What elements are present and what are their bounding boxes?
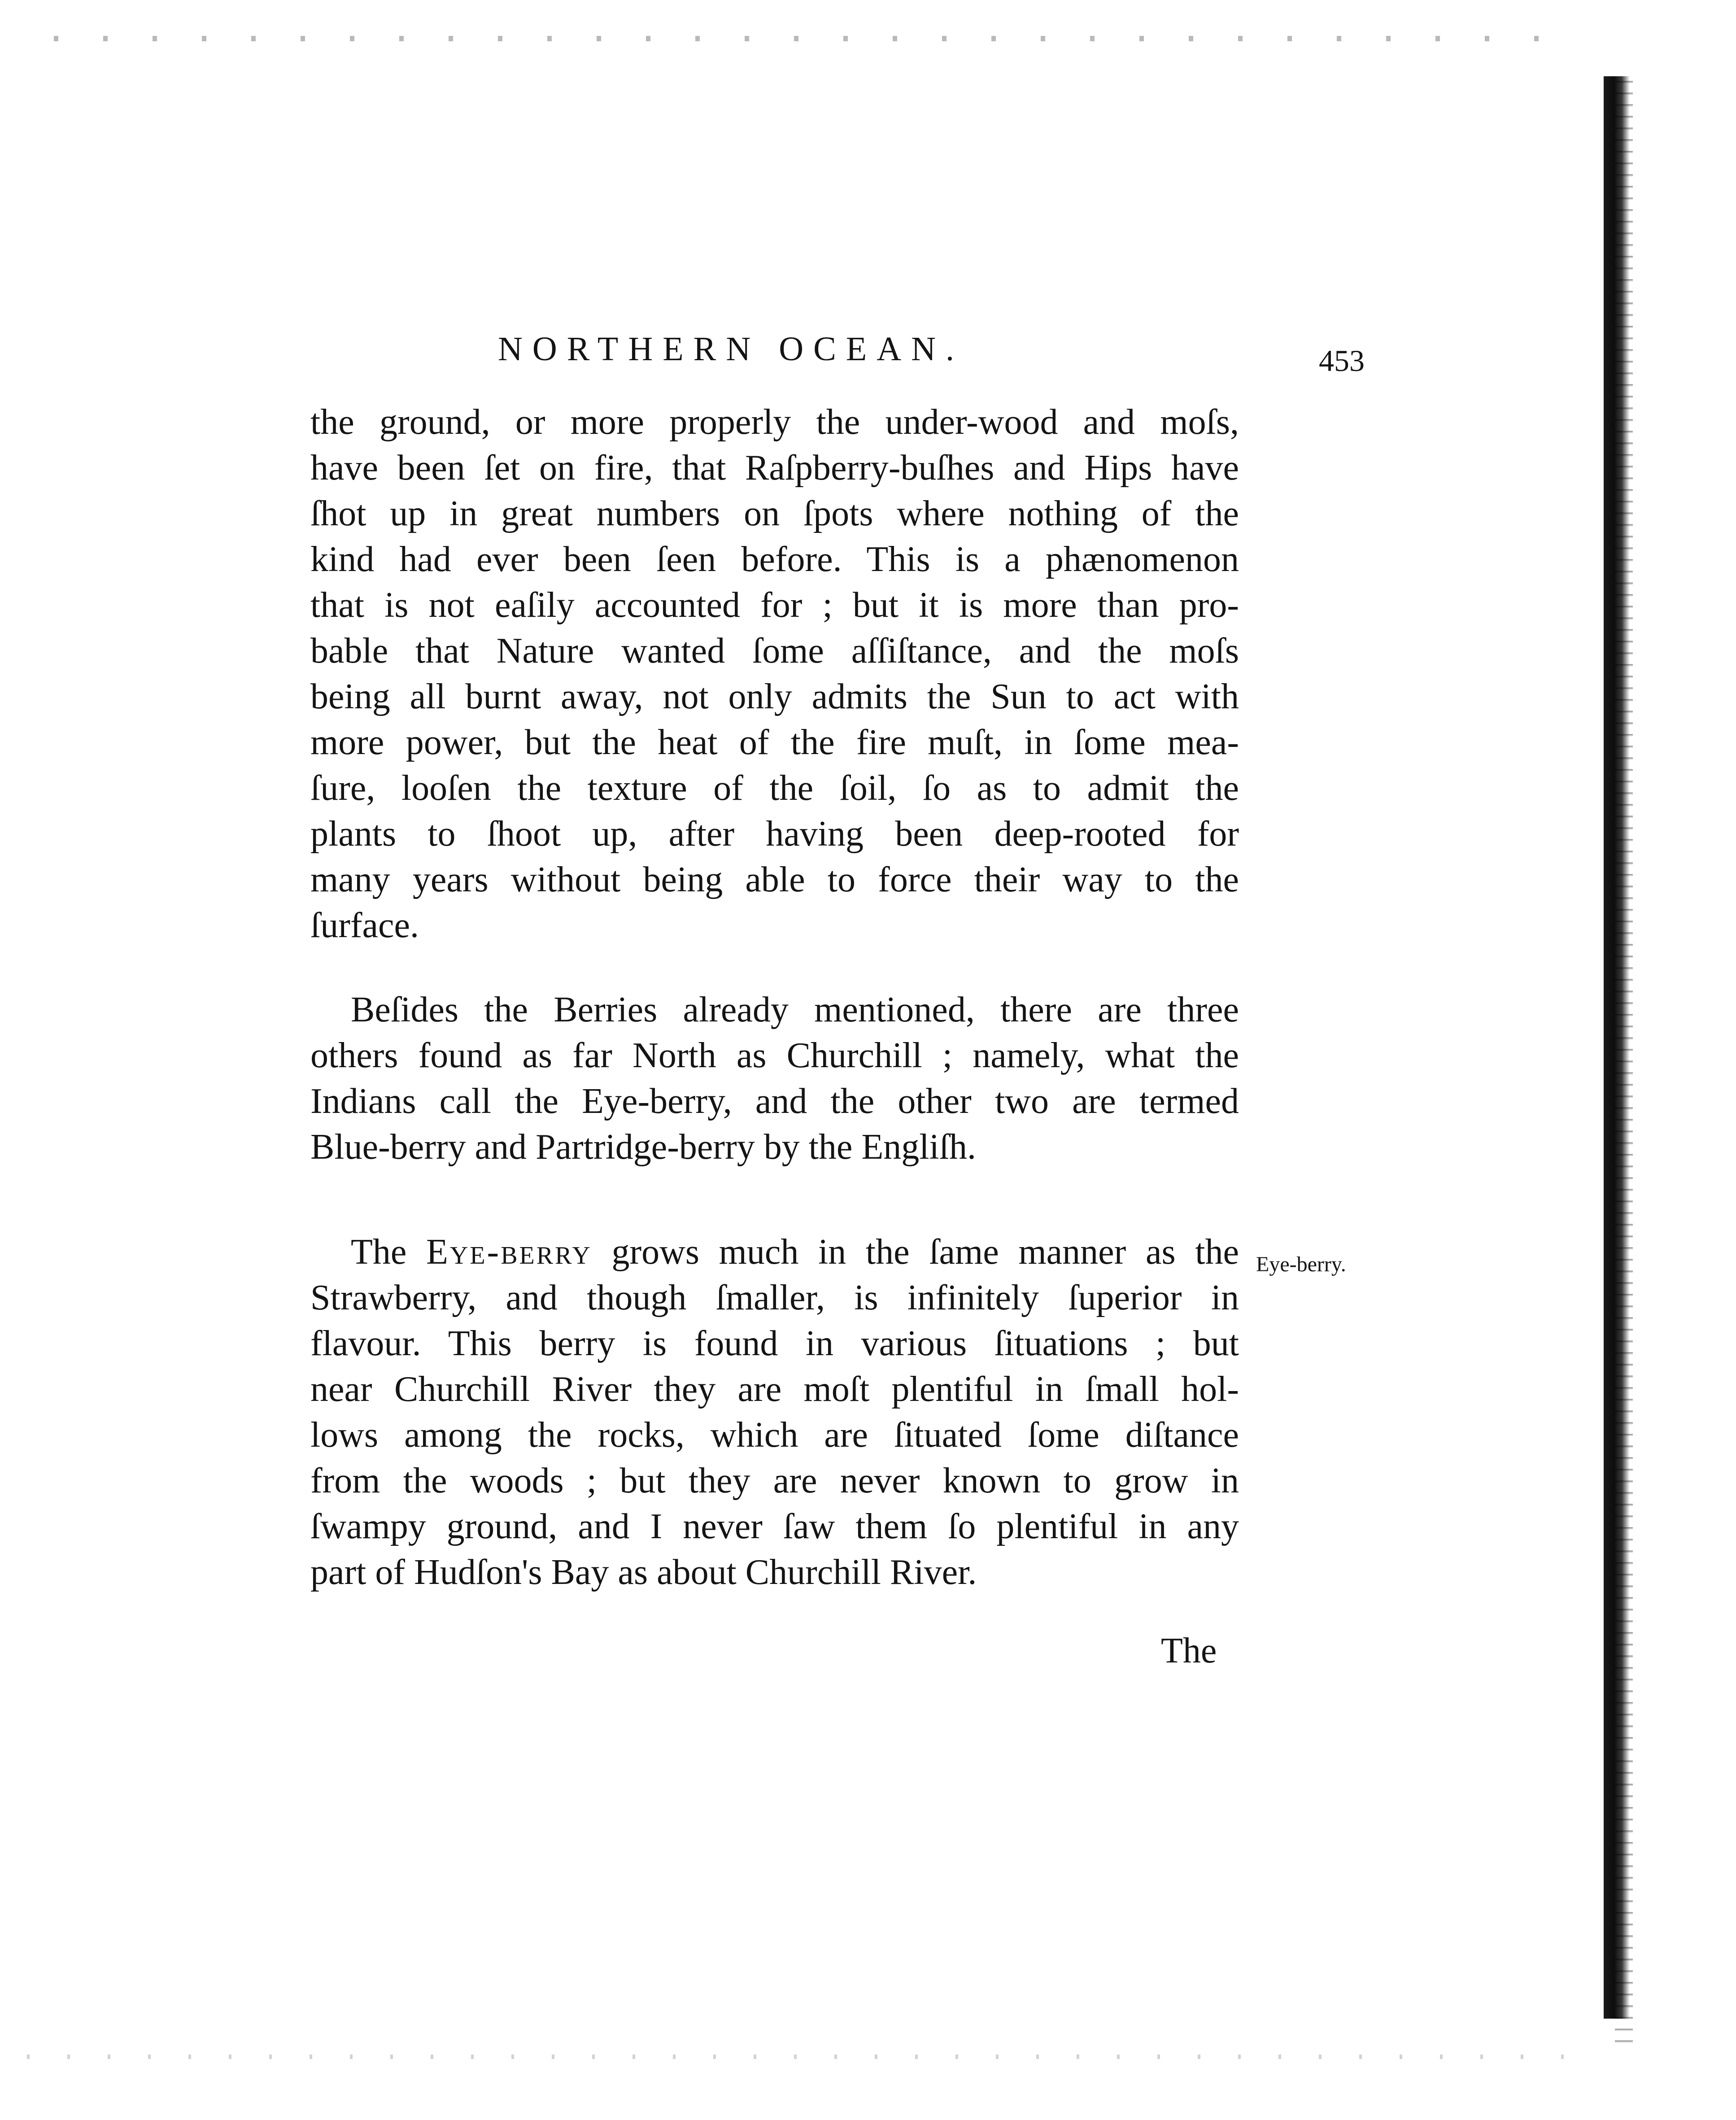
text-line: ſurface.: [310, 906, 419, 945]
paragraph-continuation: [310, 399, 1239, 948]
text-line: ſhot up in great numbers on ſpots where nothing of the: [310, 494, 1239, 533]
text-line: bable that Nature wanted ſome aſſiſtance, and the moſs: [310, 631, 1239, 671]
text-line: Strawberry, and though ſmaller, is infinitely ſuperior in: [310, 1278, 1239, 1317]
text-line-first: [310, 1229, 1239, 1275]
text-line: being all burnt away, not only admits the Sun to act with: [310, 677, 1239, 716]
text-fragment: grows much in the ſame manner as the: [592, 1232, 1239, 1272]
scan-edge-specks: [1615, 72, 1633, 2046]
page-number: 453: [1319, 344, 1365, 378]
text-line: the ground, or more properly the under-wood and moſs,: [310, 402, 1239, 442]
text-fragment: The: [351, 1232, 427, 1272]
text-line: ſwampy ground, and I never ſaw them ſo plentiful in any: [310, 1507, 1239, 1546]
text-line: kind had ever been ſeen before. This is a phænomenon: [310, 540, 1239, 579]
text-line: that is not eaſily accounted for ; but it is more than pro-: [310, 585, 1239, 625]
text-line: have been ſet on fire, that Raſpberry-buſhes and Hips have: [310, 448, 1239, 488]
margin-note: Eye-berry.: [1256, 1252, 1346, 1276]
text-line: many years without being able to force their way to the: [310, 860, 1239, 899]
text-line: others found as far North as Churchill ; namely, what the: [310, 1036, 1239, 1075]
text-line: lows among the rocks, which are ſituated ſome diſtance: [310, 1415, 1239, 1455]
text-line: Blue-berry and Partridge-berry by the Engliſh.: [310, 1127, 976, 1167]
text-line: near Churchill River they are moſt plentiful in ſmall hol-: [310, 1370, 1239, 1409]
text-line: ſure, looſen the texture of the ſoil, ſo as to admit the: [310, 768, 1239, 808]
term-eye-berry: Eye-berry: [426, 1232, 592, 1272]
text-line: flavour. This berry is found in various ſituations ; but: [310, 1324, 1239, 1363]
text-line: part of Hudſon's Bay as about Churchill River.: [310, 1553, 977, 1592]
text-line: plants to ſhoot up, after having been deep-rooted for: [310, 814, 1239, 854]
text-line: from the woods ; but they are never known to grow in: [310, 1461, 1239, 1501]
paragraph-eye-berry: [310, 1229, 1239, 1595]
text-line: Indians call the Eye-berry, and the other two are termed: [310, 1082, 1239, 1121]
scan-noise-bottom: [27, 2055, 1597, 2059]
paragraph-berries: [310, 987, 1239, 1170]
text-line: Beſides the Berries already mentioned, there are three: [351, 990, 1239, 1029]
text-line: more power, but the heat of the fire muſt, in ſome mea-: [310, 723, 1239, 762]
running-header-title: NORTHERN OCEAN.: [498, 330, 964, 368]
scan-noise-top: [54, 36, 1579, 41]
catchword: The: [1161, 1631, 1217, 1671]
